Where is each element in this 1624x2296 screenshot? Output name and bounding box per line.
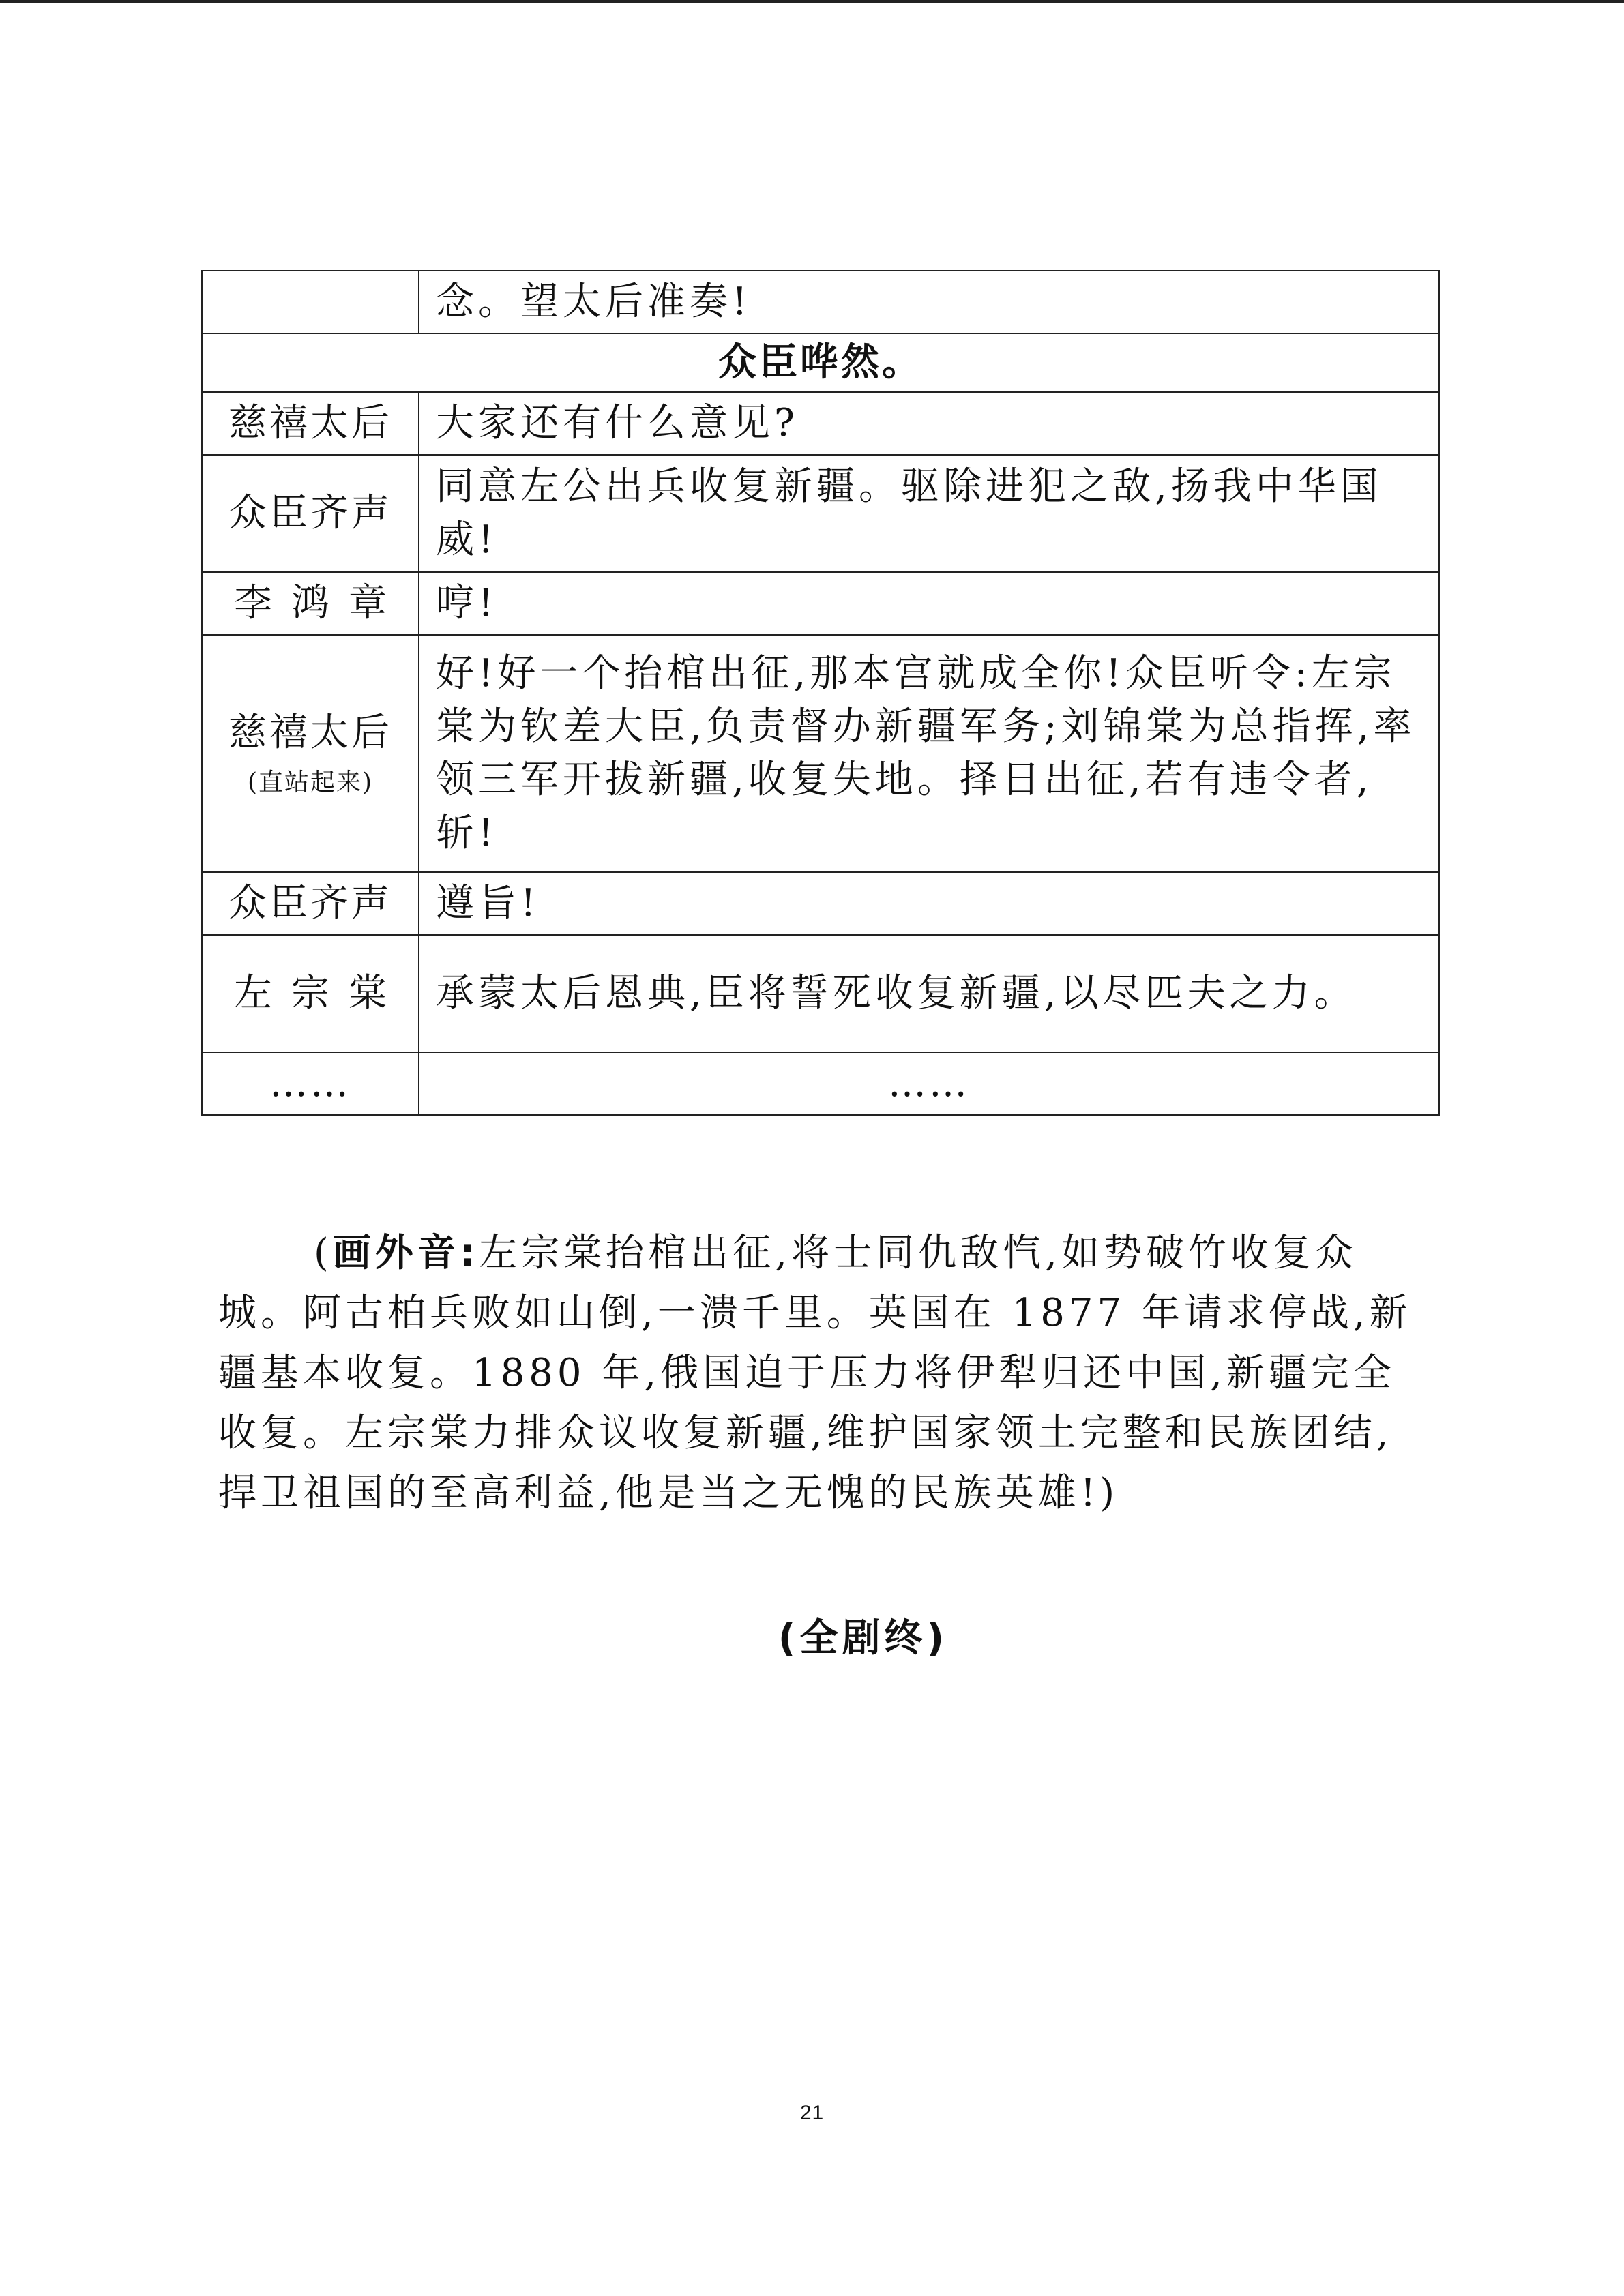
ellipsis-speaker-cell: …… xyxy=(202,1052,419,1115)
speaker-cell: 李鸿章 xyxy=(202,572,419,635)
stage-direction-row xyxy=(202,333,1439,392)
script-dialogue-table xyxy=(201,270,1440,1116)
play-end-marker: (全剧终) xyxy=(778,1616,949,1660)
dialogue-cell: 承蒙太后恩典,臣将誓死收复新疆,以尽匹夫之力。 xyxy=(419,935,1439,1052)
speaker-cell: 左宗棠 xyxy=(202,935,419,1052)
dialogue-cell: 好!好一个抬棺出征,那本宫就成全你!众臣听令:左宗棠为钦差大臣,负责督办新疆军务;刘锦棠为总指挥,率领三军开拔新疆,收复失地。择日出征,若有违令者,斩! xyxy=(419,635,1439,872)
table-row xyxy=(202,572,1439,635)
narration-label: 画外音: xyxy=(332,1231,479,1275)
table-row xyxy=(202,271,1439,333)
table-row xyxy=(202,935,1439,1052)
top-border-rule xyxy=(0,0,1624,3)
table-row xyxy=(202,872,1439,935)
dialogue-cell: 同意左公出兵收复新疆。驱除进犯之敌,扬我中华国威! xyxy=(419,455,1439,572)
table-row xyxy=(202,455,1439,572)
speaker-cell: 众臣齐声 xyxy=(202,455,419,572)
dialogue-cell: 念。望太后准奏! xyxy=(419,271,1439,333)
stage-direction-note: (直站起来) xyxy=(247,769,374,796)
speaker-cell xyxy=(202,635,419,872)
table-row xyxy=(202,392,1439,455)
speaker-cell: 慈禧太后 xyxy=(202,392,419,455)
speaker-cell xyxy=(202,271,419,333)
dialogue-cell: 遵旨! xyxy=(419,872,1439,935)
ellipsis-row xyxy=(202,1052,1439,1115)
speaker-name: 慈禧太后 xyxy=(228,711,392,755)
table-row xyxy=(202,635,1439,872)
voiceover-narration xyxy=(218,1223,1419,1523)
dialogue-cell: 大家还有什么意见? xyxy=(419,392,1439,455)
ellipsis-line-cell: …… xyxy=(419,1052,1439,1115)
stage-direction-text: 众臣哗然。 xyxy=(202,333,1439,392)
narration-open-paren: ( xyxy=(314,1231,333,1275)
speaker-cell: 众臣齐声 xyxy=(202,872,419,935)
dialogue-cell: 哼! xyxy=(419,572,1439,635)
page-number: 21 xyxy=(799,2102,825,2124)
narration-text: 左宗棠抬棺出征,将士同仇敌忾,如势破竹收复众城。阿古柏兵败如山倒,一溃千里。英国在 1877 年请求停战,新疆基本收复。1880 年,俄国迫于压力将伊犁归还中国,新疆完全收复。左宗棠力排众议收复新疆,维护国家领土完整和民族团结,捍卫祖国的至高利益,他是当之无愧的民族英雄!) xyxy=(218,1231,1412,1515)
